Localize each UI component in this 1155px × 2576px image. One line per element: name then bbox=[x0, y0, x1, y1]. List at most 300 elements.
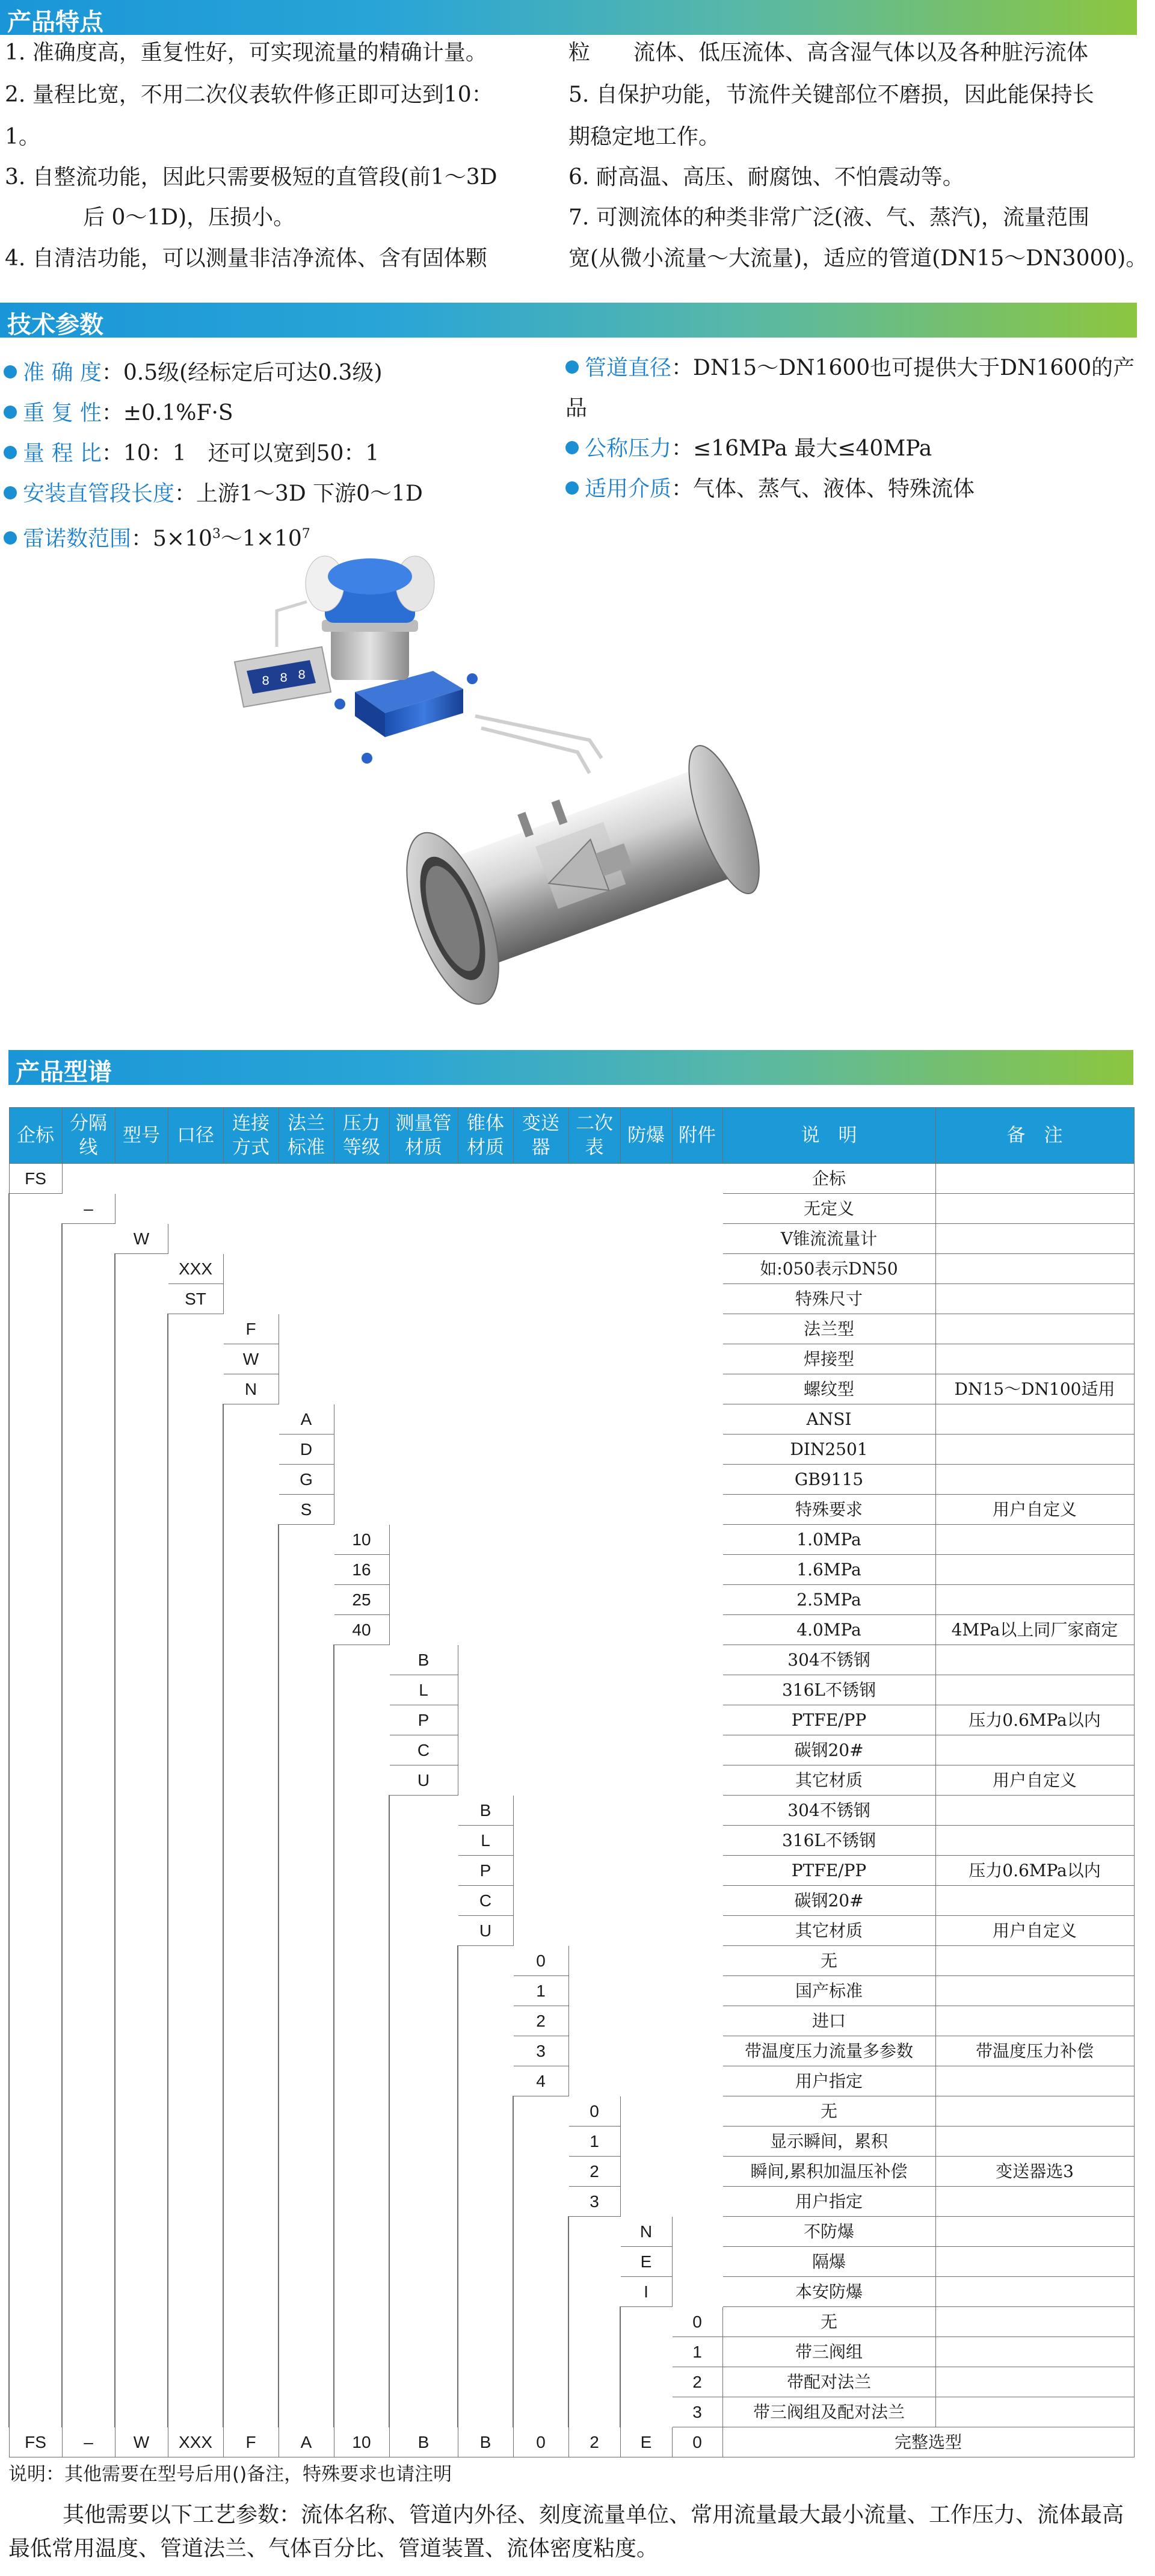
note-cell bbox=[935, 1164, 1134, 1194]
param-pipe-diameter: 管道直径：DN15～DN1600也可提供大于DN1600的产 bbox=[565, 355, 1135, 381]
empty-cell bbox=[620, 1525, 672, 1555]
table-row bbox=[9, 2217, 1134, 2247]
empty-cell bbox=[334, 1194, 389, 1224]
feature-line: 1. 准确度高，重复性好，可实现流量的精确计量。 bbox=[5, 40, 487, 65]
empty-cell bbox=[223, 1284, 279, 1314]
empty-cell bbox=[389, 1404, 458, 1435]
connector-cell bbox=[9, 1886, 62, 1916]
empty-cell bbox=[168, 1224, 223, 1254]
description-cell: 4.0MPa bbox=[722, 1615, 935, 1645]
connector-cell bbox=[115, 1435, 168, 1465]
connector-cell bbox=[62, 1826, 115, 1856]
code-cell: – bbox=[62, 1194, 115, 1224]
empty-cell bbox=[672, 2187, 722, 2217]
code-cell: 0 bbox=[568, 2096, 620, 2127]
connector-cell bbox=[115, 1404, 168, 1435]
model-title-bar bbox=[8, 1050, 1133, 1085]
connector-cell bbox=[334, 2187, 389, 2217]
connector-cell bbox=[115, 1856, 168, 1886]
description-cell: 2.5MPa bbox=[722, 1585, 935, 1615]
empty-cell bbox=[223, 1254, 279, 1284]
empty-cell bbox=[62, 1164, 115, 1194]
empty-cell bbox=[458, 1404, 513, 1435]
connector-cell bbox=[334, 2247, 389, 2277]
empty-cell bbox=[620, 2096, 672, 2127]
connector-cell bbox=[223, 1465, 279, 1495]
description-cell: 本安防爆 bbox=[722, 2277, 935, 2307]
example-code-cell: 0 bbox=[513, 2427, 568, 2457]
connector-cell bbox=[620, 2337, 672, 2367]
note-cell bbox=[935, 1435, 1134, 1465]
empty-cell bbox=[672, 1735, 722, 1765]
table-header-row bbox=[9, 1108, 1134, 1164]
description-cell: 无 bbox=[722, 2307, 935, 2337]
code-cell: D bbox=[279, 1435, 334, 1465]
connector-cell bbox=[279, 1946, 334, 1976]
connector-cell bbox=[168, 2066, 223, 2096]
connector-cell bbox=[115, 1525, 168, 1555]
connector-cell bbox=[9, 1856, 62, 1886]
connector-cell bbox=[115, 2036, 168, 2066]
note-cell bbox=[935, 1645, 1134, 1675]
connector-cell bbox=[458, 2307, 513, 2337]
connector-cell bbox=[115, 2367, 168, 2397]
connector-cell bbox=[9, 1765, 62, 1796]
connector-cell bbox=[279, 1735, 334, 1765]
connector-cell bbox=[620, 2307, 672, 2337]
connector-cell bbox=[334, 2277, 389, 2307]
table-row bbox=[9, 1495, 1134, 1525]
empty-cell bbox=[513, 1374, 568, 1404]
table-row bbox=[9, 2157, 1134, 2187]
empty-cell bbox=[223, 1224, 279, 1254]
description-cell: 1.0MPa bbox=[722, 1525, 935, 1555]
note-cell bbox=[935, 1465, 1134, 1495]
empty-cell bbox=[513, 1254, 568, 1284]
connector-cell bbox=[458, 2187, 513, 2217]
connector-cell bbox=[568, 2277, 620, 2307]
connector-cell bbox=[9, 1404, 62, 1435]
connector-cell bbox=[389, 1796, 458, 1826]
connector-cell bbox=[9, 1916, 62, 1946]
description-cell: 1.6MPa bbox=[722, 1555, 935, 1585]
code-cell: N bbox=[620, 2217, 672, 2247]
empty-cell bbox=[458, 1254, 513, 1284]
connector-cell bbox=[9, 1465, 62, 1495]
connector-cell bbox=[168, 1946, 223, 1976]
display-unit bbox=[235, 647, 331, 707]
empty-cell bbox=[458, 1615, 513, 1645]
code-cell: G bbox=[279, 1465, 334, 1495]
empty-cell bbox=[620, 1675, 672, 1705]
note-cell bbox=[935, 2247, 1134, 2277]
empty-cell bbox=[279, 1164, 334, 1194]
table-row bbox=[9, 1615, 1134, 1645]
connector-cell bbox=[458, 2157, 513, 2187]
feature-line: 2. 量程比宽，不用二次仪表软件修正即可达到10： bbox=[5, 82, 493, 107]
connector-cell bbox=[62, 1886, 115, 1916]
connector-cell bbox=[62, 2157, 115, 2187]
connector-cell bbox=[279, 2307, 334, 2337]
code-cell: W bbox=[223, 1344, 279, 1374]
connector-cell bbox=[458, 2127, 513, 2157]
table-row bbox=[9, 1645, 1134, 1675]
connector-cell bbox=[115, 1705, 168, 1735]
empty-cell bbox=[672, 2036, 722, 2066]
header-cell: 变送器 bbox=[513, 1108, 568, 1164]
empty-cell bbox=[568, 1374, 620, 1404]
param-pipe-diameter-cont: 品 bbox=[565, 396, 588, 421]
empty-cell bbox=[672, 2006, 722, 2036]
connector-cell bbox=[9, 2036, 62, 2066]
empty-cell bbox=[279, 1314, 334, 1344]
feature-line: 后 0～1D)，压损小。 bbox=[83, 205, 295, 230]
connector-cell bbox=[115, 1675, 168, 1705]
empty-cell bbox=[620, 2006, 672, 2036]
note-cell bbox=[935, 1735, 1134, 1765]
empty-cell bbox=[279, 1344, 334, 1374]
connector-cell bbox=[279, 1675, 334, 1705]
empty-cell bbox=[620, 2066, 672, 2096]
table-row bbox=[9, 1585, 1134, 1615]
connector-cell bbox=[458, 2397, 513, 2427]
param-accuracy: 准 确 度：0.5级(经标定后可达0.3级) bbox=[4, 360, 383, 386]
connector-cell bbox=[115, 1645, 168, 1675]
connector-cell bbox=[568, 2217, 620, 2247]
connector-cell bbox=[279, 1555, 334, 1585]
connector-cell bbox=[279, 1976, 334, 2006]
empty-cell bbox=[458, 1374, 513, 1404]
connector-cell bbox=[389, 2277, 458, 2307]
note-cell bbox=[935, 1224, 1134, 1254]
connector-cell bbox=[115, 2337, 168, 2367]
connector-cell bbox=[168, 2036, 223, 2066]
connector-cell bbox=[279, 1585, 334, 1615]
empty-cell bbox=[115, 1164, 168, 1194]
connector-cell bbox=[458, 1976, 513, 2006]
header-cell: 分隔线 bbox=[62, 1108, 115, 1164]
note-cell: 压力0.6MPa以内 bbox=[935, 1856, 1134, 1886]
description-cell: 316L不锈钢 bbox=[722, 1675, 935, 1705]
note-cell bbox=[935, 1796, 1134, 1826]
table-row bbox=[9, 1705, 1134, 1735]
header-cell: 测量管材质 bbox=[389, 1108, 458, 1164]
description-cell: 进口 bbox=[722, 2006, 935, 2036]
param-reynolds: 雷诺数范围：$5\times 10^3\sim 1\times 10^7$ bbox=[4, 521, 310, 552]
connector-cell bbox=[389, 1856, 458, 1886]
empty-cell bbox=[672, 1435, 722, 1465]
empty-cell bbox=[568, 1314, 620, 1344]
table-row bbox=[9, 1374, 1134, 1404]
connector-cell bbox=[168, 2277, 223, 2307]
bullet-icon bbox=[565, 360, 579, 374]
connector-cell bbox=[223, 1826, 279, 1856]
note-cell bbox=[935, 1194, 1134, 1224]
empty-cell bbox=[513, 1826, 568, 1856]
description-cell: V锥流流量计 bbox=[722, 1224, 935, 1254]
connector-cell bbox=[168, 2307, 223, 2337]
table-row bbox=[9, 1675, 1134, 1705]
connector-cell bbox=[168, 1705, 223, 1735]
connector-cell bbox=[334, 1735, 389, 1765]
description-cell: 法兰型 bbox=[722, 1314, 935, 1344]
table-row bbox=[9, 1284, 1134, 1314]
code-cell: 1 bbox=[513, 1976, 568, 2006]
connector-cell bbox=[223, 1735, 279, 1765]
connector-cell bbox=[62, 1344, 115, 1374]
description-cell: 无 bbox=[722, 1946, 935, 1976]
note-cell bbox=[935, 2066, 1134, 2096]
empty-cell bbox=[672, 1164, 722, 1194]
empty-cell bbox=[458, 1314, 513, 1344]
connector-cell bbox=[168, 1525, 223, 1555]
empty-cell bbox=[458, 1194, 513, 1224]
connector-cell bbox=[62, 1735, 115, 1765]
table-row bbox=[9, 1254, 1134, 1284]
connector-cell bbox=[168, 1856, 223, 1886]
connector-cell bbox=[9, 1344, 62, 1374]
empty-cell bbox=[620, 1705, 672, 1735]
connector-cell bbox=[223, 1765, 279, 1796]
connector-cell bbox=[279, 2066, 334, 2096]
empty-cell bbox=[568, 1916, 620, 1946]
note-cell bbox=[935, 1314, 1134, 1344]
empty-cell bbox=[672, 1585, 722, 1615]
example-row bbox=[9, 2427, 1134, 2457]
note-cell bbox=[935, 1886, 1134, 1916]
code-cell: L bbox=[389, 1675, 458, 1705]
table-row bbox=[9, 1404, 1134, 1435]
connector-cell bbox=[9, 2247, 62, 2277]
empty-cell bbox=[513, 1465, 568, 1495]
connector-cell bbox=[223, 1916, 279, 1946]
connector-cell bbox=[513, 2247, 568, 2277]
connector-cell bbox=[168, 2337, 223, 2367]
table-row bbox=[9, 2397, 1134, 2427]
connector-cell bbox=[279, 2277, 334, 2307]
connector-cell bbox=[168, 1465, 223, 1495]
example-label-cell: 完整选型 bbox=[722, 2427, 1134, 2457]
connector-cell bbox=[168, 2397, 223, 2427]
table-row bbox=[9, 2127, 1134, 2157]
empty-cell bbox=[389, 1525, 458, 1555]
table-row bbox=[9, 1735, 1134, 1765]
feature-line: 粒 流体、低压流体、高含湿气体以及各种脏污流体 bbox=[568, 40, 1089, 65]
empty-cell bbox=[389, 1465, 458, 1495]
empty-cell bbox=[620, 2127, 672, 2157]
connector-cell bbox=[279, 1856, 334, 1886]
connector-cell bbox=[115, 2277, 168, 2307]
description-cell: 瞬间,累积加温压补偿 bbox=[722, 2157, 935, 2187]
connector-cell bbox=[9, 2307, 62, 2337]
feature-line: 期稳定地工作。 bbox=[568, 125, 721, 149]
empty-cell bbox=[620, 1826, 672, 1856]
empty-cell bbox=[620, 1194, 672, 1224]
empty-cell bbox=[672, 1314, 722, 1344]
description-cell: 碳钢20# bbox=[722, 1735, 935, 1765]
connector-cell bbox=[62, 1976, 115, 2006]
header-cell: 附件 bbox=[672, 1108, 722, 1164]
code-cell: S bbox=[279, 1495, 334, 1525]
connector-cell bbox=[62, 1284, 115, 1314]
connector-cell bbox=[168, 1976, 223, 2006]
connector-cell bbox=[62, 2217, 115, 2247]
example-code-cell: W bbox=[115, 2427, 168, 2457]
table-row bbox=[9, 1194, 1134, 1224]
connector-cell bbox=[9, 1284, 62, 1314]
table-row bbox=[9, 2096, 1134, 2127]
code-cell: F bbox=[223, 1314, 279, 1344]
empty-cell bbox=[568, 1735, 620, 1765]
connector-cell bbox=[62, 1404, 115, 1435]
empty-cell bbox=[568, 1555, 620, 1585]
note-cell: DN15～DN100适用 bbox=[935, 1374, 1134, 1404]
table-row bbox=[9, 2187, 1134, 2217]
connector-cell bbox=[223, 1976, 279, 2006]
empty-cell bbox=[620, 1735, 672, 1765]
empty-cell bbox=[513, 1675, 568, 1705]
empty-cell bbox=[568, 1284, 620, 1314]
empty-cell bbox=[620, 1465, 672, 1495]
bullet-icon bbox=[4, 531, 17, 545]
connector-cell bbox=[458, 2247, 513, 2277]
display-digit: 8 bbox=[262, 674, 270, 689]
connector-cell bbox=[334, 2066, 389, 2096]
connector-cell bbox=[115, 1555, 168, 1585]
param-repeatability: 重 复 性：±0.1%F·S bbox=[4, 400, 233, 427]
connector-cell bbox=[458, 1946, 513, 1976]
connector-cell bbox=[62, 2096, 115, 2127]
empty-cell bbox=[672, 1615, 722, 1645]
connector-cell bbox=[9, 1314, 62, 1344]
code-cell: 3 bbox=[513, 2036, 568, 2066]
connector-cell bbox=[389, 1886, 458, 1916]
connector-cell bbox=[9, 2367, 62, 2397]
empty-cell bbox=[568, 1645, 620, 1675]
code-cell: E bbox=[620, 2247, 672, 2277]
connector-cell bbox=[9, 1735, 62, 1765]
empty-cell bbox=[513, 1856, 568, 1886]
code-cell: 2 bbox=[513, 2006, 568, 2036]
empty-cell bbox=[672, 1886, 722, 1916]
connector-cell bbox=[458, 2066, 513, 2096]
empty-cell bbox=[568, 1946, 620, 1976]
connector-cell bbox=[223, 1796, 279, 1826]
connector-cell bbox=[389, 2066, 458, 2096]
note-cell: 变送器选3 bbox=[935, 2157, 1134, 2187]
connector-cell bbox=[458, 2367, 513, 2397]
empty-cell bbox=[672, 1224, 722, 1254]
note-cell bbox=[935, 2307, 1134, 2337]
footer-paragraph: 其他需要以下工艺参数：流体名称、管道内外径、刻度流量单位、常用流量最大最小流量、工作压力、流体最高最低常用温度、管道法兰、气体百分比、管道装置、流体密度粘度。 bbox=[8, 2503, 1124, 2561]
connector-cell bbox=[9, 1254, 62, 1284]
connector-cell bbox=[62, 1705, 115, 1735]
connector-cell bbox=[168, 1314, 223, 1344]
bullet-icon bbox=[565, 481, 579, 495]
empty-cell bbox=[458, 1585, 513, 1615]
connector-cell bbox=[9, 2187, 62, 2217]
example-code-cell: A bbox=[279, 2427, 334, 2457]
connector-cell bbox=[9, 1585, 62, 1615]
table-row bbox=[9, 1976, 1134, 2006]
connector-cell bbox=[223, 2337, 279, 2367]
description-cell: 304不锈钢 bbox=[722, 1796, 935, 1826]
example-code-cell: 0 bbox=[672, 2427, 722, 2457]
connector-cell bbox=[279, 2036, 334, 2066]
empty-cell bbox=[279, 1254, 334, 1284]
empty-cell bbox=[568, 1705, 620, 1735]
description-cell: 无 bbox=[722, 2096, 935, 2127]
empty-cell bbox=[568, 1344, 620, 1374]
note-cell bbox=[935, 1675, 1134, 1705]
empty-cell bbox=[334, 1314, 389, 1344]
empty-cell bbox=[672, 2277, 722, 2307]
connector-cell bbox=[334, 2127, 389, 2157]
connector-cell bbox=[168, 1374, 223, 1404]
empty-cell bbox=[672, 1495, 722, 1525]
connector-cell bbox=[62, 1946, 115, 1976]
note-cell bbox=[935, 2337, 1134, 2367]
header-cell: 企标 bbox=[9, 1108, 62, 1164]
connector-cell bbox=[9, 2066, 62, 2096]
connector-cell bbox=[223, 1585, 279, 1615]
connector-cell bbox=[9, 2217, 62, 2247]
connector-cell bbox=[168, 2367, 223, 2397]
code-cell: 1 bbox=[568, 2127, 620, 2157]
header-cell: 法兰标准 bbox=[279, 1108, 334, 1164]
table-row bbox=[9, 2006, 1134, 2036]
description-cell: 其它材质 bbox=[722, 1916, 935, 1946]
empty-cell bbox=[334, 1435, 389, 1465]
connector-cell bbox=[115, 1465, 168, 1495]
empty-cell bbox=[672, 1284, 722, 1314]
connector-cell bbox=[168, 1735, 223, 1765]
empty-cell bbox=[672, 1856, 722, 1886]
note-cell: 4MPa以上同厂家商定 bbox=[935, 1615, 1134, 1645]
empty-cell bbox=[568, 2036, 620, 2066]
table-row bbox=[9, 2066, 1134, 2096]
description-cell: PTFE/PP bbox=[722, 1705, 935, 1735]
empty-cell bbox=[389, 1585, 458, 1615]
table-row bbox=[9, 2367, 1134, 2397]
empty-cell bbox=[672, 1675, 722, 1705]
connector-cell bbox=[223, 2367, 279, 2397]
connector-cell bbox=[9, 1976, 62, 2006]
feature-line: 6. 耐高温、高压、耐腐蚀、不怕震动等。 bbox=[568, 165, 964, 190]
connector-cell bbox=[279, 2157, 334, 2187]
code-cell: B bbox=[458, 1796, 513, 1826]
connector-cell bbox=[115, 1796, 168, 1826]
connector-cell bbox=[168, 2247, 223, 2277]
empty-cell bbox=[168, 1164, 223, 1194]
connector-cell bbox=[279, 1765, 334, 1796]
connector-cell bbox=[62, 1555, 115, 1585]
table-row bbox=[9, 2036, 1134, 2066]
connector-cell bbox=[334, 1826, 389, 1856]
connector-cell bbox=[223, 1525, 279, 1555]
connector-cell bbox=[62, 1525, 115, 1555]
params-title-bar bbox=[0, 303, 1137, 338]
feature-line: 宽(从微小流量～大流量)，适应的管道(DN15～DN3000)。 bbox=[568, 246, 1148, 271]
description-cell: 螺纹型 bbox=[722, 1374, 935, 1404]
empty-cell bbox=[389, 1555, 458, 1585]
empty-cell bbox=[620, 1314, 672, 1344]
code-cell: B bbox=[389, 1645, 458, 1675]
empty-cell bbox=[513, 1585, 568, 1615]
note-cell bbox=[935, 2096, 1134, 2127]
description-cell: ANSI bbox=[722, 1404, 935, 1435]
note-cell bbox=[935, 1344, 1134, 1374]
